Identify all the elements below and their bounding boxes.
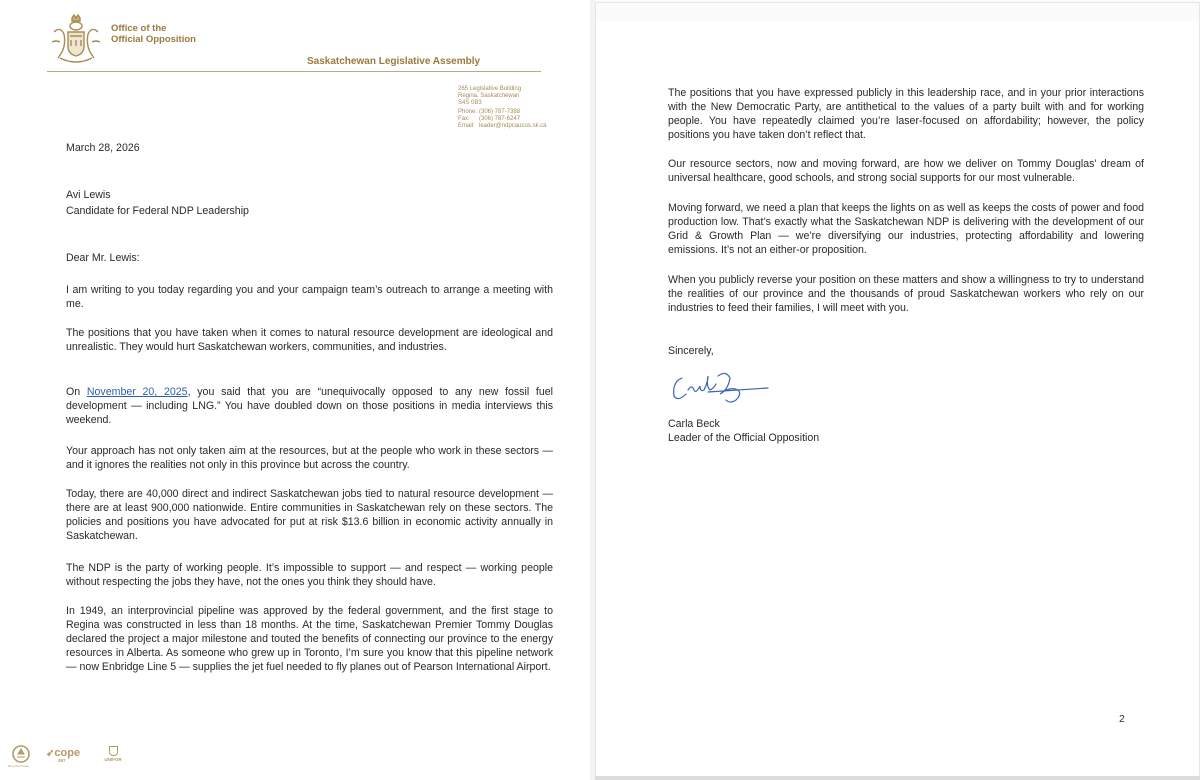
phone-value: (306) 787-7388 [479,109,521,116]
fax-line [458,116,546,123]
coat-of-arms-icon [48,12,104,68]
shield-icon [109,746,118,756]
recipient-name: Avi Lewis [66,189,111,201]
cope-text: cope [54,747,81,759]
office-line-1: Office of the [111,23,167,34]
email-line [458,123,546,130]
paragraph: The NDP is the party of working people. It’s impossible to support — and respect — working people without respecting the jobs they have, not the ones you think they should have. [66,562,553,588]
paragraph: The positions that you have expressed publicly in this leadership race, and in your prior interactions with the New Democratic Party, are antithetical to the values of a party built with and for working people. You have repeatedly claimed you’re laser-focused on affordability; however, the policy positions you have taken don’t reflect that. [668,87,1144,141]
office-title [111,23,196,45]
paragraph: I am writing to you today regarding you and your campaign team’s outreach to arrange a meeting with me. [66,284,553,310]
paragraph [66,385,553,427]
paper-plane-icon: ➶ [46,748,55,759]
address-line-1: 265 Legislative Building [458,86,522,92]
paragraph: The positions that you have taken when it comes to natural resource development are ideological and unrealistic. They would hurt Saskatchewan workers, communities, and industries. [66,327,553,353]
letterhead-divider [47,71,541,72]
date-link[interactable]: November 20, 2025 [86,386,188,398]
paragraph: Our resource sectors, now and moving forward, are how we deliver on Tommy Douglas’ dream of universal healthcare, good schools, and strong social supports for our most vulnerable. [668,158,1144,184]
paragraph: When you publicly reverse your position on these matters and show a willingness to try to understand the realities of our province and the thousands of proud Saskatchewan workers who rely on our industries to feed their families, I will meet with you. [668,274,1144,314]
signature-icon [668,368,773,408]
signer-title: Leader of the Official Opposition [668,432,820,444]
page-top-band [596,3,1199,21]
fax-value: (306) 787-6247 [479,116,521,123]
phone-label: Phone: [458,109,478,116]
recycle-text: Recycled Paper [8,764,30,768]
paragraph-text: On [66,386,87,398]
paragraph: In 1949, an interprovincial pipeline was approved by the federal government, and the first stage to Regina was constructed in less than 18 months. At the time, Saskatchewan Premier Tommy Douglas declared the project a major milestone and touted the benefits of connecting our province to the energy resources in Alberta. As someone who grew up in Toronto, I’m sure you know that this pipeline network — now Enbridge Line 5 — supplies the jet fuel needed to fly planes out of Pearson International Airport. [66,605,553,673]
paragraph: Today, there are 40,000 direct and indirect Saskatchewan jobs tied to natural resource development — there are at least 900,000 nationwide. Entire communities in Saskatchewan rely on these sectors. The policies and positions you have advocated for put at risk $13.6 billion in economic activity annually in Saskatchewan. [66,488,553,542]
address-line-2: Regina, Saskatchewan [458,92,520,99]
paragraph: Your approach has not only taken aim at the resources, but at the people who work in these sectors — and it ignores the realities not only in this province but across the country. [66,445,553,471]
phone-line [458,109,546,116]
assembly-name: Saskatchewan Legislative Assembly [307,56,481,67]
paragraph-text: , you said that you are “unequivocally opposed to any new fossil fuel development — including LNG.” You have doubled down on those positions in media interviews this weekend. [66,386,553,426]
cope-number: 397 [58,758,66,763]
signer-name: Carla Beck [668,418,720,430]
unifor-logo [102,746,124,762]
salutation: Dear Mr. Lewis: [66,252,140,264]
unifor-text: UNIFOR [104,757,122,762]
email-label: Email: [458,122,475,129]
letter-date: March 28, 2026 [66,142,140,154]
recycle-icon [12,745,30,763]
recipient-title: Candidate for Federal NDP Leadership [66,205,249,217]
address-line-3: S4S 0B3 [458,99,482,106]
office-line-2: Official Opposition [111,34,196,45]
paragraph: Moving forward, we need a plan that keeps the lights on as well as keeps the costs of power and food production low. That’s exactly what the Saskatchewan NDP is delivering with the development of our Grid & Growth Plan — we’re diversifying our industries, protecting affordability and lowering emissions. It’s not an either-or proposition. [668,202,1144,256]
page-number: 2 [1119,713,1125,725]
email-value[interactable]: leader@ndpcaucus.sk.ca [479,122,547,129]
closing: Sincerely, [668,345,714,357]
cope-logo [46,747,81,763]
letter-page-1 [0,0,590,780]
address-block [458,86,546,130]
fax-label: Fax: [458,116,470,123]
page-bottom-edge [595,776,1200,780]
